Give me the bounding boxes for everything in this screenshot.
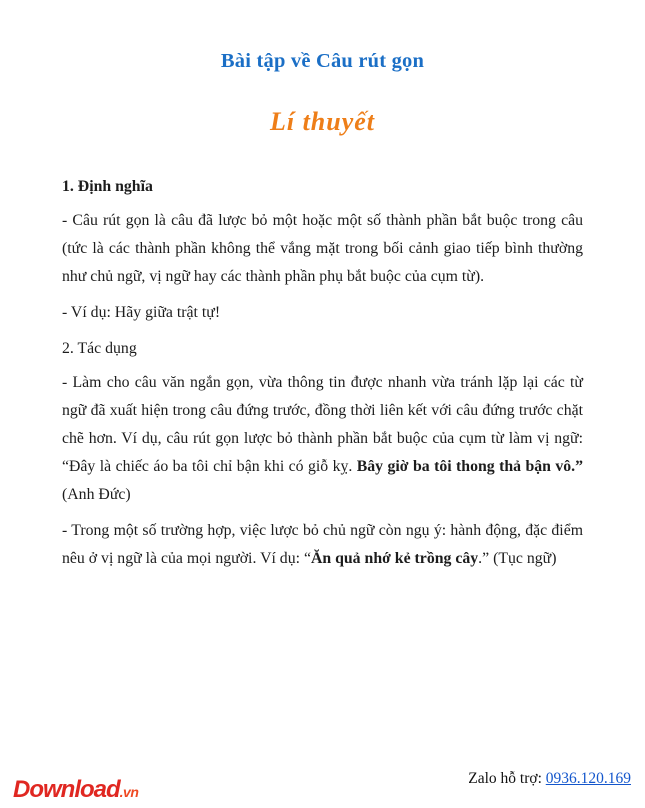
zalo-support-label: Zalo hỗ trợ:: [468, 770, 546, 787]
section-heading-tac-dung: 2. Tác dụng: [62, 340, 137, 357]
paragraph-effect-2-text: - Trong một số trường hợp, việc lược bỏ chủ ngữ còn ngụ ý: hành động, đặc điểm nêu ở vị ngữ là của mọi người. Ví dụ: “: [62, 522, 583, 567]
paragraph-effect-1-bold-quote: Bây giờ ba tôi thong thả bận vô.”: [356, 458, 583, 475]
paragraph-definition: - Câu rút gọn là câu đã lược bỏ một hoặc một số thành phần bắt buộc trong câu (tức là các thành phần không thể vắng mặt trong bối cảnh giao tiếp bình thường như chủ ngữ, vị ngữ hay các thành phần phụ bắt buộc của cụm từ).: [62, 212, 583, 285]
paragraph-effect-1: [62, 369, 583, 509]
logo-vn-suffix: .vn: [119, 784, 139, 800]
paragraph-example-1: - Ví dụ: Hãy giữa trật tự!: [62, 304, 221, 321]
paragraph-effect-1-text: - Làm cho câu văn ngắn gọn, vừa thông tin được nhanh vừa tránh lặp lại các từ ngữ đã xuất hiện trong câu đứng trước, đồng thời liên kết với câu đứng trước chặt chẽ hơn. Ví dụ, câu rút gọn lược bỏ thành phần bắt buộc của cụm từ làm vị ngữ: “Đây là chiếc áo ba tôi chỉ bận khi có giỗ kỵ.: [62, 374, 583, 475]
paragraph-effect-2-attribution: .” (Tục ngữ): [478, 550, 557, 567]
paragraph-effect-1-attribution: (Anh Đức): [62, 486, 131, 503]
subtitle-li-thuyet: Lí thuyết: [269, 107, 376, 136]
page-title: Bài tập về Câu rút gọn: [220, 50, 425, 72]
section-heading-dinh-nghia: 1. Định nghĩa: [62, 178, 153, 195]
page-footer: [0, 758, 645, 808]
zalo-phone-link[interactable]: 0936.120.169: [545, 770, 631, 787]
logo-download-text: Download: [13, 776, 120, 803]
paragraph-effect-2-bold-quote: Ăn quả nhớ kẻ trồng cây: [310, 550, 479, 567]
paragraph-effect-2: [62, 517, 583, 573]
document-body: [62, 173, 583, 573]
zalo-support: [468, 770, 631, 788]
download-vn-logo: [13, 776, 138, 804]
